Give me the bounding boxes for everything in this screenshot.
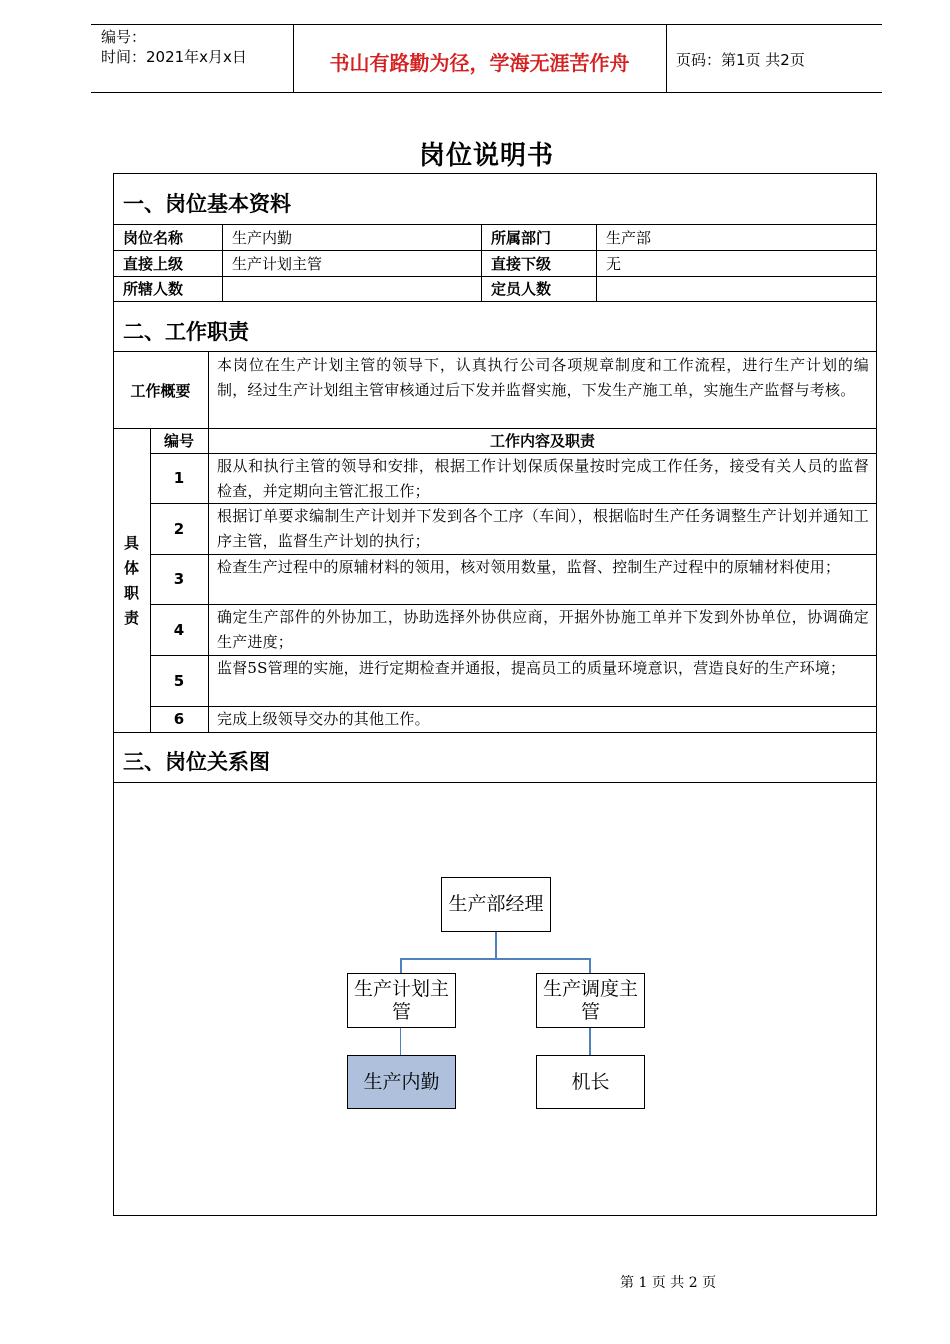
header-top-rule: [91, 24, 882, 25]
org-connector: [400, 958, 402, 973]
field-label: 所属部门: [491, 229, 552, 247]
duty-number: 1: [173, 469, 185, 487]
org-node-production-manager: [441, 877, 551, 932]
doc-number-label: 编号：: [101, 28, 147, 46]
page-title: 岗位说明书: [418, 141, 554, 171]
field-label: 所辖人数: [123, 280, 184, 298]
duty-text: 完成上级领导交办的其他工作。: [217, 710, 430, 728]
table-rule: [113, 351, 877, 352]
org-node-label: 生产调度主管: [542, 977, 638, 1023]
org-node-label: 生产计划主管: [353, 977, 449, 1023]
table-rule: [113, 782, 877, 783]
org-connector: [589, 1028, 591, 1055]
table-rule: [113, 732, 877, 733]
duty-text: 根据订单要求编制生产计划并下发到各个工序（车间），根据临时生产任务调整生产计划并通知工序主管，监督生产计划的执行；: [217, 507, 869, 550]
table-rule: [113, 301, 877, 302]
header-motto: 书山有路勤为径，学海无涯苦作舟: [329, 51, 630, 75]
field-label: 直接上级: [123, 255, 184, 273]
table-rule: [113, 250, 877, 251]
duty-number: 3: [173, 570, 185, 588]
table-col-rule: [208, 351, 209, 732]
field-label: 定员人数: [491, 280, 552, 298]
org-node-planning-supervisor: [347, 973, 456, 1028]
org-node-label: 生产内勤: [363, 1070, 440, 1093]
section-heading-basic-info: 一、岗位基本资料: [123, 192, 291, 216]
field-label: 岗位名称: [123, 229, 184, 247]
col-header-number: 编号: [163, 432, 194, 450]
table-col-rule: [596, 224, 597, 301]
section-heading-duties: 二、工作职责: [123, 320, 249, 344]
org-node-label: 机长: [571, 1070, 610, 1093]
page-footer: 第 1 页 共 2 页: [620, 1275, 717, 1291]
duty-text: 检查生产过程中的原辅材料的领用，核对领用数量，监督、控制生产过程中的原辅材料使用；: [217, 558, 841, 576]
header-bottom-rule: [91, 92, 882, 93]
overview-text: 本岗位在生产计划主管的领导下，认真执行公司各项规章制度和工作流程，进行生产计划的编制，经过生产计划组主管审核通过后下发并监督实施，下发生产施工单，实施生产监督与考核。: [217, 356, 869, 399]
header-divider: [666, 24, 667, 92]
duty-text: 监督5S管理的实施，进行定期检查并通报，提高员工的质量环境意识，营造良好的生产环境；: [217, 659, 846, 677]
doc-date: 时间：2021年x月x日: [101, 48, 247, 66]
duty-number: 6: [173, 710, 185, 728]
table-col-rule: [222, 224, 223, 301]
org-connector: [589, 958, 591, 973]
org-node-machine-captain: [536, 1055, 645, 1109]
duty-number: 4: [173, 621, 185, 639]
duty-text: 确定生产部件的外协加工，协助选择外协供应商，开据外协施工单并下发到外协单位，协调确定生产进度；: [217, 608, 869, 651]
field-label: 直接下级: [491, 255, 552, 273]
table-rule: [113, 224, 877, 225]
overview-label: 工作概要: [130, 382, 191, 400]
col-header-content: 工作内容及职责: [489, 432, 595, 450]
org-node-label: 生产部经理: [448, 893, 544, 915]
duty-number: 2: [173, 520, 185, 538]
field-value: 生产部: [606, 229, 652, 247]
table-col-rule: [481, 224, 482, 301]
org-connector: [400, 1028, 401, 1055]
field-value: 生产内勤: [232, 229, 293, 247]
specific-duties-label: 具体职责: [123, 534, 139, 627]
field-value: 生产计划主管: [232, 255, 323, 273]
org-connector: [495, 932, 497, 959]
duty-text: 服从和执行主管的领导和安排，根据工作计划保质保量按时完成工作任务，接受有关人员的监督检查，并定期向主管汇报工作；: [217, 457, 869, 500]
duty-number: 5: [173, 672, 185, 690]
section-heading-org-chart: 三、岗位关系图: [123, 750, 270, 774]
org-connector: [400, 958, 591, 960]
field-value: 无: [606, 255, 622, 273]
org-node-production-clerk: [347, 1055, 456, 1109]
header-page-info: 页码：第1页 共2页: [676, 51, 805, 69]
org-node-dispatch-supervisor: [536, 973, 645, 1028]
